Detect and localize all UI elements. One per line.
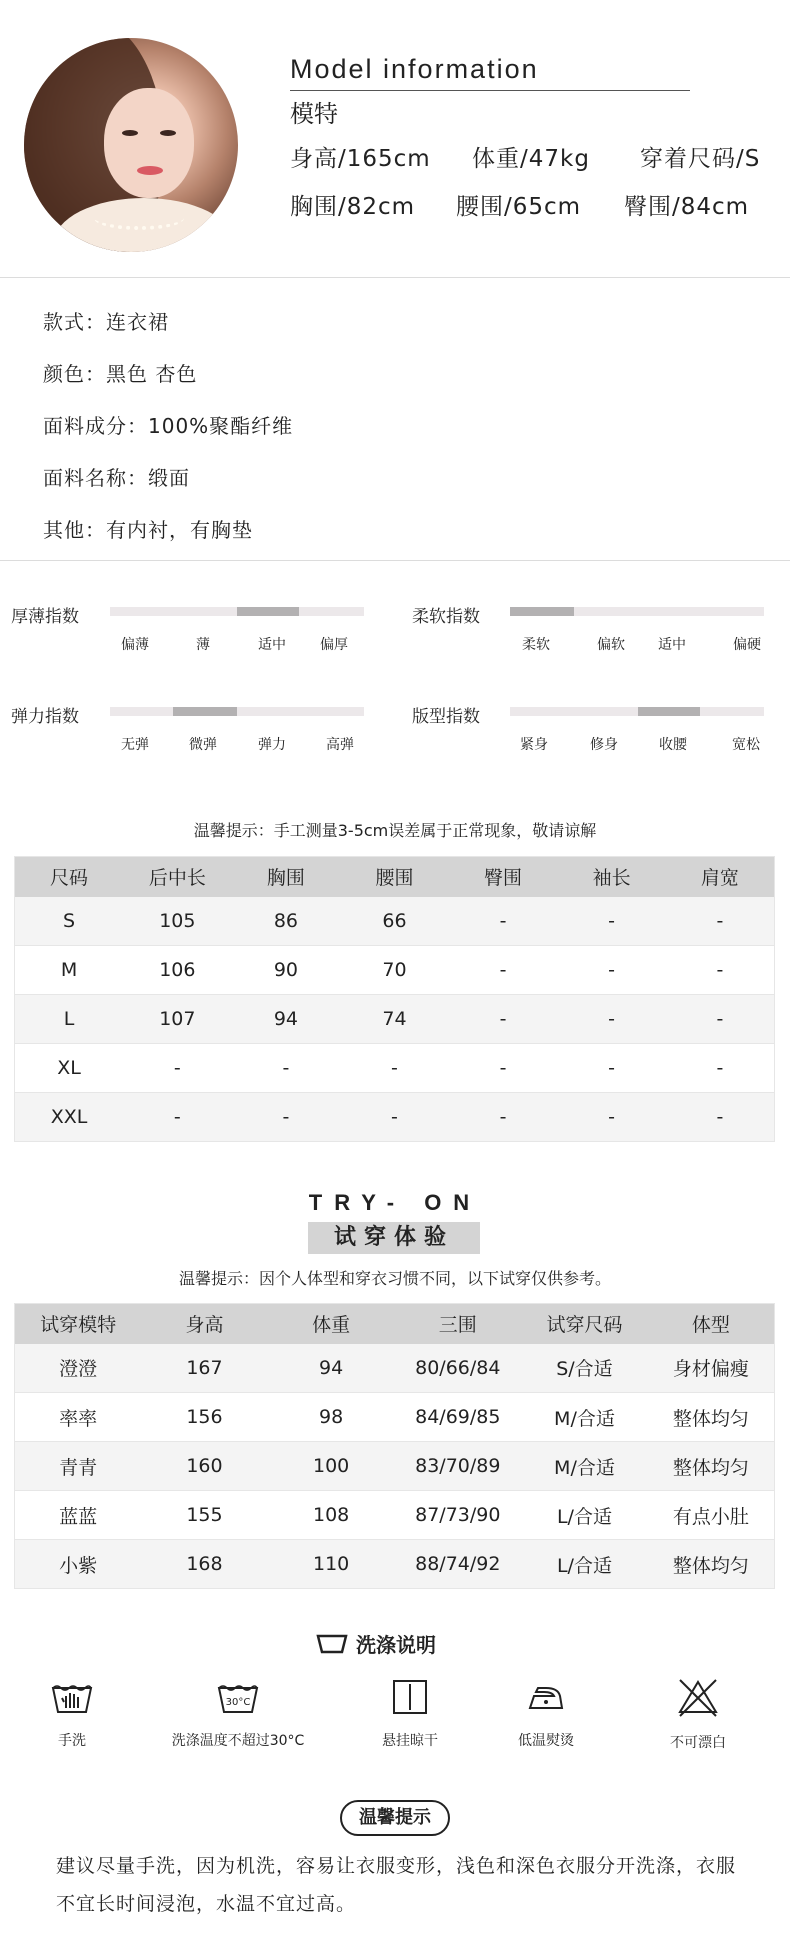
table-cell: 青青 <box>15 1442 142 1491</box>
washing-title: 洗涤说明 <box>356 1632 436 1657</box>
spec-style: 款式：连衣裙 <box>43 310 169 334</box>
size-table <box>14 856 775 1142</box>
index-bar-fit <box>510 707 764 716</box>
table-cell: 155 <box>141 1491 268 1540</box>
table-row <box>15 1344 775 1393</box>
table-cell: 小紫 <box>15 1540 142 1589</box>
table-cell: 168 <box>141 1540 268 1589</box>
index-label: 柔软 <box>522 637 550 653</box>
measurement-note: 温馨提示：手工测量3-5cm误差属于正常现象，敬请谅解 <box>193 821 597 840</box>
index-label: 微弹 <box>189 737 217 753</box>
tryon-title-en: TRY- ON <box>308 1190 482 1215</box>
wash-item-hand-wash <box>0 1678 147 1750</box>
table-header: 胸围 <box>232 857 341 897</box>
table-cell: - <box>449 1093 558 1142</box>
table-cell: 107 <box>123 995 232 1044</box>
table-cell: 80/66/84 <box>394 1344 521 1393</box>
index-marker <box>510 607 574 616</box>
table-cell: 蓝蓝 <box>15 1491 142 1540</box>
table-header: 三围 <box>394 1304 521 1344</box>
hand-wash-icon <box>50 1678 94 1716</box>
table-row <box>15 897 775 946</box>
table-cell: - <box>666 995 775 1044</box>
table-cell: S/合适 <box>521 1344 648 1393</box>
divider <box>0 277 790 278</box>
table-cell: - <box>557 897 666 946</box>
table-cell: 整体均匀 <box>648 1540 775 1589</box>
index-label: 偏薄 <box>121 637 149 653</box>
index-label: 薄 <box>196 637 210 653</box>
index-title-thickness: 厚薄指数 <box>11 607 79 627</box>
temp-symbol: 30°C <box>225 1697 251 1708</box>
tryon-table <box>14 1303 775 1589</box>
index-marker <box>638 707 700 716</box>
index-marker <box>173 707 237 716</box>
index-title-fit: 版型指数 <box>412 707 480 727</box>
wash-item-low-iron <box>471 1678 621 1750</box>
table-cell: L <box>15 995 124 1044</box>
index-label: 修身 <box>590 737 618 753</box>
model-size: 穿着尺码/S <box>640 146 761 172</box>
table-row <box>15 1044 775 1093</box>
wash-label: 低温熨烫 <box>518 1733 574 1749</box>
index-label: 高弹 <box>326 737 354 753</box>
spec-fabric: 面料名称：缎面 <box>43 466 190 490</box>
table-cell: 160 <box>141 1442 268 1491</box>
table-cell: 84/69/85 <box>394 1393 521 1442</box>
table-cell: 87/73/90 <box>394 1491 521 1540</box>
table-cell: 88/74/92 <box>394 1540 521 1589</box>
table-header: 体重 <box>268 1304 395 1344</box>
table-cell: 94 <box>268 1344 395 1393</box>
table-cell: 澄澄 <box>15 1344 142 1393</box>
table-cell: - <box>232 1044 341 1093</box>
wash-label: 手洗 <box>58 1733 86 1749</box>
model-photo <box>24 38 238 252</box>
table-cell: - <box>449 946 558 995</box>
model-hip: 臀围/84cm <box>624 194 750 220</box>
index-label: 偏硬 <box>733 637 761 653</box>
divider <box>0 560 790 561</box>
table-cell: - <box>123 1093 232 1142</box>
table-header: 肩宽 <box>666 857 775 897</box>
index-label: 收腰 <box>659 737 687 753</box>
index-label: 偏厚 <box>320 637 348 653</box>
table-cell: M/合适 <box>521 1393 648 1442</box>
table-cell: 167 <box>141 1344 268 1393</box>
table-cell: S <box>15 897 124 946</box>
table-cell: L/合适 <box>521 1491 648 1540</box>
table-cell: 98 <box>268 1393 395 1442</box>
table-cell: 整体均匀 <box>648 1442 775 1491</box>
table-cell: 90 <box>232 946 341 995</box>
no-bleach-icon <box>676 1678 720 1718</box>
wash-label: 不可漂白 <box>670 1735 726 1751</box>
table-cell: M <box>15 946 124 995</box>
table-cell: 86 <box>232 897 341 946</box>
table-cell: 106 <box>123 946 232 995</box>
table-cell: M/合适 <box>521 1442 648 1491</box>
table-cell: 110 <box>268 1540 395 1589</box>
wash-30c-icon <box>216 1678 260 1716</box>
table-cell: - <box>666 897 775 946</box>
table-header-row <box>15 1304 775 1344</box>
table-cell: 有点小肚 <box>648 1491 775 1540</box>
index-label: 适中 <box>258 637 286 653</box>
table-cell: - <box>557 946 666 995</box>
table-header: 后中长 <box>123 857 232 897</box>
table-cell: - <box>449 897 558 946</box>
table-cell: 身材偏瘦 <box>648 1344 775 1393</box>
wash-item-30c <box>163 1678 313 1750</box>
wash-item-no-bleach <box>623 1678 773 1752</box>
table-header: 试穿尺码 <box>521 1304 648 1344</box>
model-info-title: Model information <box>290 54 539 84</box>
tryon-note: 温馨提示：因个人体型和穿衣习惯不同，以下试穿仅供参考。 <box>178 1269 611 1288</box>
tip-title: 温馨提示 <box>340 1800 450 1836</box>
table-cell: L/合适 <box>521 1540 648 1589</box>
table-cell: - <box>557 995 666 1044</box>
table-row <box>15 1442 775 1491</box>
low-iron-icon <box>524 1678 568 1716</box>
model-bust: 胸围/82cm <box>290 194 416 220</box>
table-row <box>15 946 775 995</box>
index-label: 适中 <box>658 637 686 653</box>
table-header: 试穿模特 <box>15 1304 142 1344</box>
wash-item-hang-dry <box>335 1678 485 1750</box>
wash-label: 悬挂晾干 <box>382 1733 438 1749</box>
table-cell: 94 <box>232 995 341 1044</box>
table-cell: - <box>557 1093 666 1142</box>
table-cell: - <box>449 1044 558 1093</box>
table-cell: 率率 <box>15 1393 142 1442</box>
table-cell: 156 <box>141 1393 268 1442</box>
model-weight: 体重/47kg <box>472 146 590 172</box>
index-label: 无弹 <box>121 737 149 753</box>
table-cell: 105 <box>123 897 232 946</box>
table-cell: - <box>340 1093 449 1142</box>
table-cell: XXL <box>15 1093 124 1142</box>
index-title-elasticity: 弹力指数 <box>11 707 79 727</box>
table-row <box>15 995 775 1044</box>
table-header: 臀围 <box>449 857 558 897</box>
table-header: 体型 <box>648 1304 775 1344</box>
tip-text: 建议尽量手洗，因为机洗，容易让衣服变形，浅色和深色衣服分开洗涤，衣服不宜长时间浸泡，水温不宜过高。 <box>56 1855 737 1915</box>
table-header: 尺码 <box>15 857 124 897</box>
table-row <box>15 1540 775 1589</box>
table-cell: - <box>666 1093 775 1142</box>
hang-dry-icon <box>391 1678 429 1716</box>
table-cell: 100 <box>268 1442 395 1491</box>
index-title-softness: 柔软指数 <box>412 607 480 627</box>
table-cell: - <box>123 1044 232 1093</box>
tryon-title-cn: 试穿体验 <box>308 1222 480 1254</box>
table-header-row <box>15 857 775 897</box>
table-row <box>15 1491 775 1540</box>
index-label: 宽松 <box>732 737 760 753</box>
table-cell: - <box>449 995 558 1044</box>
model-subtitle: 模特 <box>290 100 338 128</box>
table-cell: - <box>666 946 775 995</box>
table-cell: XL <box>15 1044 124 1093</box>
wash-label: 洗涤温度不超过30°C <box>171 1733 305 1749</box>
table-header: 身高 <box>141 1304 268 1344</box>
table-cell: - <box>232 1093 341 1142</box>
spec-other: 其他：有内衬，有胸垫 <box>43 518 253 542</box>
basin-icon <box>316 1632 348 1654</box>
index-label: 偏软 <box>597 637 625 653</box>
model-height: 身高/165cm <box>290 146 431 172</box>
table-cell: 74 <box>340 995 449 1044</box>
model-waist: 腰围/65cm <box>456 194 582 220</box>
spec-color: 颜色：黑色 杏色 <box>43 362 198 386</box>
table-cell: 66 <box>340 897 449 946</box>
table-cell: - <box>557 1044 666 1093</box>
index-bar-elasticity <box>110 707 364 716</box>
table-cell: - <box>666 1044 775 1093</box>
table-header: 袖长 <box>557 857 666 897</box>
model-info-section <box>0 0 790 277</box>
table-cell: - <box>340 1044 449 1093</box>
table-row <box>15 1093 775 1142</box>
table-cell: 整体均匀 <box>648 1393 775 1442</box>
index-label: 紧身 <box>520 737 548 753</box>
index-label: 弹力 <box>258 737 286 753</box>
index-marker <box>237 607 299 616</box>
table-header: 腰围 <box>340 857 449 897</box>
table-cell: 70 <box>340 946 449 995</box>
index-bar-softness <box>510 607 764 616</box>
title-underline <box>290 90 690 91</box>
table-cell: 83/70/89 <box>394 1442 521 1491</box>
table-cell: 108 <box>268 1491 395 1540</box>
index-bar-thickness <box>110 607 364 616</box>
washing-heading <box>316 1628 436 1658</box>
spec-composition: 面料成分：100%聚酯纤维 <box>43 414 294 438</box>
table-row <box>15 1393 775 1442</box>
